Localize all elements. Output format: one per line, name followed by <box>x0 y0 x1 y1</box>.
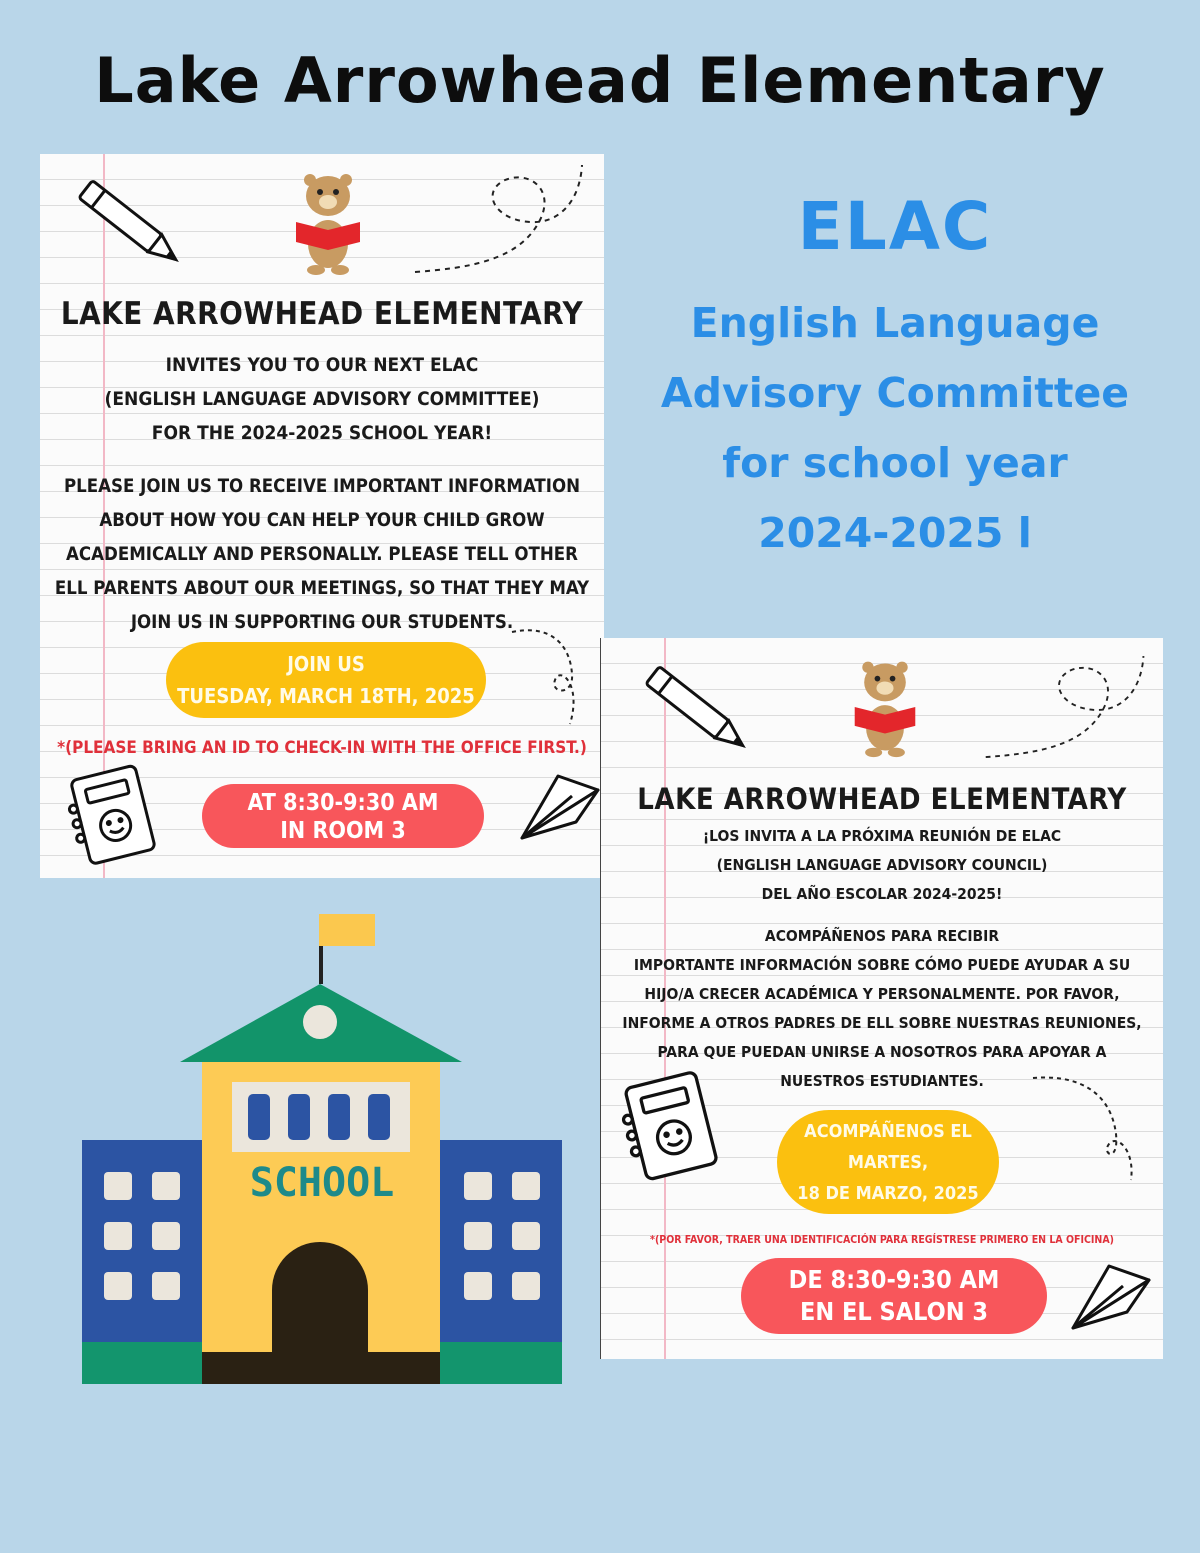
intro-line: (ENGLISH LANGUAGE ADVISORY COUNCIL) <box>716 856 1048 874</box>
date-badge <box>166 642 486 718</box>
elac-line: Advisory Committee <box>660 369 1130 417</box>
body-line: PARA QUE PUEDAN UNIRSE A NOSOTROS PARA APOYAR A <box>657 1043 1107 1061</box>
dotted-path-icon <box>410 160 590 280</box>
mascot-icon <box>288 166 368 278</box>
time-line: IN ROOM 3 <box>280 818 406 844</box>
school-illustration <box>82 910 562 1384</box>
body-line: NUESTROS ESTUDIANTES. <box>780 1072 984 1090</box>
date-line: ACOMPÁÑENOS EL <box>804 1121 972 1142</box>
body-line: ACADEMICALLY AND PERSONALLY. PLEASE TELL OTHER <box>66 544 578 565</box>
dotted-loop-icon <box>510 624 600 734</box>
id-notice: *(POR FAVOR, TRAER UNA IDENTIFICACIÓN PARA REGÍSTRESE PRIMERO EN LA OFICINA) <box>650 1234 1114 1246</box>
time-badge <box>202 784 484 848</box>
flyer-school-name: LAKE ARROWHEAD ELEMENTARY <box>60 296 584 332</box>
date-badge <box>777 1110 999 1214</box>
intro-line: DEL AÑO ESCOLAR 2024-2025! <box>761 885 1003 903</box>
time-badge <box>741 1258 1047 1334</box>
paper-plane-icon <box>1069 1250 1153 1334</box>
body-line: JOIN US IN SUPPORTING OUR STUDENTS. <box>130 612 514 633</box>
body-line: ELL PARENTS ABOUT OUR MEETINGS, SO THAT THEY MAY <box>54 578 590 599</box>
page-title: Lake Arrowhead Elementary <box>94 44 1106 117</box>
paper-plane-icon <box>518 760 602 844</box>
school-sign: SCHOOL <box>249 1160 395 1206</box>
elac-heading: ELAC <box>797 188 993 265</box>
date-line: MARTES, <box>847 1152 929 1173</box>
school-building-icon <box>82 910 562 1384</box>
body-line: HIJO/A CRECER ACADÉMICA Y PERSONALMENTE. POR FAVOR, <box>644 985 1120 1003</box>
elac-line: English Language <box>690 299 1100 347</box>
intro-line: (ENGLISH LANGUAGE ADVISORY COMMITTEE) <box>104 388 540 410</box>
flyer-intro <box>40 348 604 450</box>
date-line: TUESDAY, MARCH 18TH, 2025 <box>177 684 475 708</box>
flyer-school-name: LAKE ARROWHEAD ELEMENTARY <box>637 782 1127 816</box>
date-line: 18 DE MARZO, 2025 <box>797 1183 979 1204</box>
time-line: DE 8:30-9:30 AM <box>788 1265 1000 1294</box>
intro-line: FOR THE 2024-2025 SCHOOL YEAR! <box>151 422 493 444</box>
pencil-icon <box>64 168 194 278</box>
intro-line: ¡LOS INVITA A LA PRÓXIMA REUNIÓN DE ELAC <box>702 827 1062 845</box>
date-line: JOIN US <box>287 652 365 676</box>
flyer-intro <box>601 822 1163 909</box>
body-line: INFORME A OTROS PADRES DE ELL SOBRE NUESTRAS REUNIONES, <box>622 1014 1142 1032</box>
spanish-flyer <box>600 638 1163 1359</box>
body-line: PLEASE JOIN US TO RECEIVE IMPORTANT INFORMATION <box>63 476 581 497</box>
time-line: EN EL SALON 3 <box>799 1297 988 1326</box>
intro-line: INVITES YOU TO OUR NEXT ELAC <box>165 354 479 376</box>
flyer-body <box>40 470 604 640</box>
elac-line: 2024-2025 l <box>758 509 1032 557</box>
notebook-icon <box>615 1066 725 1186</box>
time-line: AT 8:30-9:30 AM <box>247 790 439 816</box>
english-flyer <box>40 154 604 878</box>
mascot-icon <box>847 654 923 760</box>
dotted-loop-icon <box>1031 1074 1141 1184</box>
body-line: ACOMPÁÑENOS PARA RECIBIR <box>764 927 1000 945</box>
pencil-icon <box>631 654 761 764</box>
id-notice: *(PLEASE BRING AN ID TO CHECK-IN WITH THE OFFICE FIRST.) <box>57 738 587 758</box>
elac-line: for school year <box>722 439 1068 487</box>
elac-description <box>650 288 1140 568</box>
dotted-path-icon <box>981 648 1151 768</box>
notebook-icon <box>62 760 162 870</box>
body-line: IMPORTANTE INFORMACIÓN SOBRE CÓMO PUEDE AYUDAR A SU <box>633 956 1131 974</box>
body-line: ABOUT HOW YOU CAN HELP YOUR CHILD GROW <box>99 510 545 531</box>
